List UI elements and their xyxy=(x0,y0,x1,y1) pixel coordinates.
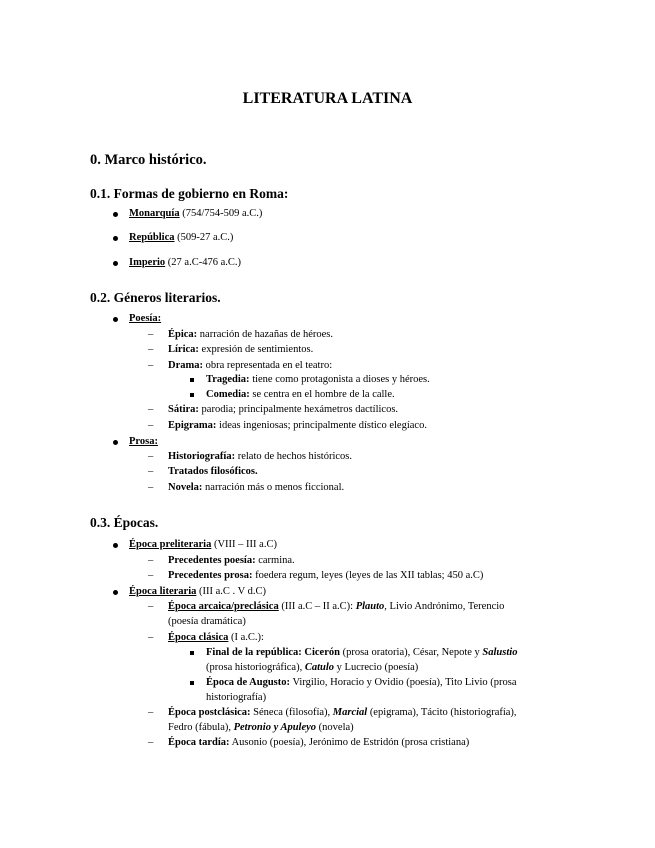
item-epoca-tardia: Época tardía: Ausonio (poesía), Jerónimo de Estridón (prosa cristiana) xyxy=(168,737,470,748)
genre-comedia: Comedia: se centra en el hombre de la calle. xyxy=(206,389,395,400)
dash-icon: – xyxy=(148,360,154,371)
list-item-poesia: Poesía: xyxy=(129,313,162,324)
genre-historiografia: Historiografía: relato de hechos históricos. xyxy=(168,451,353,462)
bullet-icon xyxy=(113,212,118,217)
genre-drama: Drama: obra representada en el teatro: xyxy=(168,360,333,371)
genre-epica: Épica: narración de hazañas de héroes. xyxy=(168,329,334,340)
genre-lirica: Lírica: expresión de sentimientos. xyxy=(168,344,314,355)
genre-tragedia: Tragedia: tiene como protagonista a dioses y héroes. xyxy=(206,374,430,385)
square-bullet-icon xyxy=(190,393,194,397)
dash-icon: – xyxy=(148,555,154,566)
genre-tratados: Tratados filosóficos. xyxy=(168,466,258,477)
list-item-imperio: Imperio (27 a.C-476 a.C.) xyxy=(129,257,241,268)
item-precedentes-poesia: Precedentes poesía: carmina. xyxy=(168,555,295,566)
dash-icon: – xyxy=(148,329,154,340)
heading-formas-gobierno: 0.1. Formas de gobierno en Roma: xyxy=(90,186,289,201)
item-final-republica: Final de la república: Cicerón (prosa oratoria), César, Nepote y Salustio xyxy=(206,647,518,658)
dash-icon: – xyxy=(148,420,154,431)
list-item-epoca-literaria: Época literaria (III a.C . V d.C) xyxy=(129,586,266,597)
genre-satira: Sátira: parodia; principalmente hexámetros dactílicos. xyxy=(168,404,399,415)
list-item-republica: República (509-27 a.C.) xyxy=(129,232,234,243)
dash-icon: – xyxy=(148,601,154,612)
list-item-prosa: Prosa: xyxy=(129,436,158,447)
item-epoca-arcaica-continued: (poesía dramática) xyxy=(168,616,246,627)
bullet-icon xyxy=(113,543,118,548)
bullet-icon xyxy=(113,317,118,322)
dash-icon: – xyxy=(148,737,154,748)
heading-generos-literarios: 0.2. Géneros literarios. xyxy=(90,290,221,305)
dash-icon: – xyxy=(148,482,154,493)
dash-icon: – xyxy=(148,344,154,355)
square-bullet-icon xyxy=(190,651,194,655)
dash-icon: – xyxy=(148,466,154,477)
square-bullet-icon xyxy=(190,378,194,382)
bullet-icon xyxy=(113,590,118,595)
item-epoca-augusto: Época de Augusto: Virgilio, Horacio y Ovidio (poesía), Tito Livio (prosa xyxy=(206,677,517,688)
item-precedentes-prosa: Precedentes prosa: foedera regum, leyes (leyes de las XII tablas; 450 a.C) xyxy=(168,570,484,581)
dash-icon: – xyxy=(148,570,154,581)
bullet-icon xyxy=(113,261,118,266)
item-epoca-postclasica-continued: Fedro (fábula), Petronio y Apuleyo (novela) xyxy=(168,722,354,733)
item-epoca-postclasica: Época postclásica: Séneca (filosofía), Marcial (epigrama), Tácito (historiografía), xyxy=(168,707,517,718)
dash-icon: – xyxy=(148,632,154,643)
genre-epigrama: Epigrama: ideas ingeniosas; principalmente dístico elegíaco. xyxy=(168,420,427,431)
item-epoca-clasica: Época clásica (I a.C.): xyxy=(168,632,264,643)
heading-marco-historico: 0. Marco histórico. xyxy=(90,152,207,168)
genre-novela: Novela: narración más o menos ficcional. xyxy=(168,482,345,493)
list-item-monarquia: Monarquía (754/754-509 a.C.) xyxy=(129,208,263,219)
heading-epocas: 0.3. Épocas. xyxy=(90,515,159,530)
item-epoca-arcaica: Época arcaica/preclásica (III a.C – II a.C): Plauto, Livio Andrónimo, Terencio xyxy=(168,601,505,612)
item-final-republica-continued: (prosa historiográfica), Catulo y Lucrecio (poesía) xyxy=(206,662,419,673)
item-epoca-augusto-continued: historiografía) xyxy=(206,692,267,703)
document-title: LITERATURA LATINA xyxy=(242,90,413,107)
dash-icon: – xyxy=(148,707,154,718)
dash-icon: – xyxy=(148,404,154,415)
dash-icon: – xyxy=(148,451,154,462)
square-bullet-icon xyxy=(190,681,194,685)
bullet-icon xyxy=(113,236,118,241)
list-item-epoca-preliteraria: Época preliteraria (VIII – III a.C) xyxy=(129,539,277,550)
bullet-icon xyxy=(113,440,118,445)
